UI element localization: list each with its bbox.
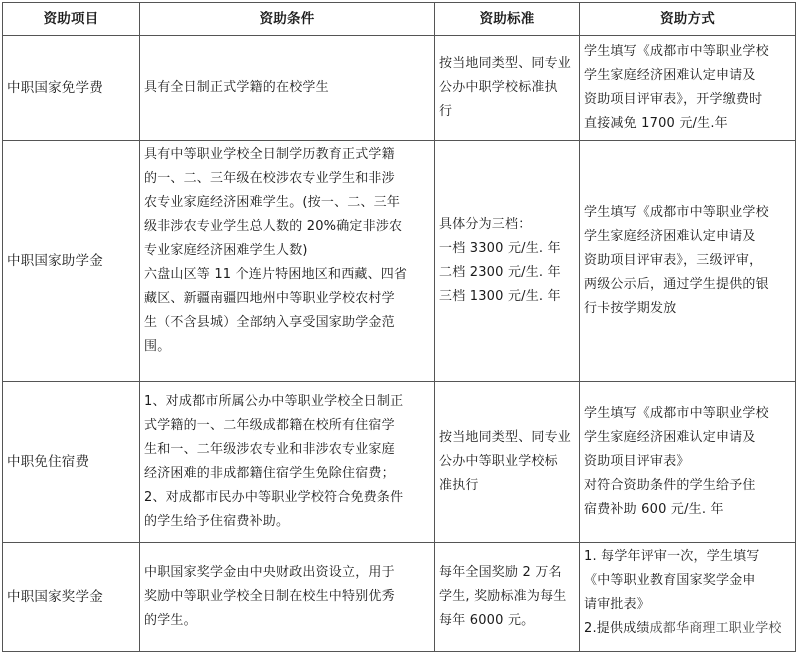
text-line: 学生, 奖励标准为每生 (439, 589, 567, 604)
text-line: 资助项目评审表》 (584, 454, 690, 469)
text-line: 学生填写《成都市中等职业学校 (584, 44, 769, 59)
table-row (3, 543, 796, 652)
project-name: 中职国家奖学金 (3, 543, 140, 652)
text-line: 行 (439, 104, 453, 119)
table-row (3, 141, 796, 382)
text-line: 《中等职业教育国家奖学金申 (584, 573, 756, 588)
funding-table (2, 2, 796, 652)
text-line: 宿费补助 600 元/生. 年 (584, 502, 724, 517)
table-row (3, 36, 796, 141)
method-cell (580, 382, 796, 543)
text-line: 学生填写《成都市中等职业学校 (584, 406, 769, 421)
text-line: 的学生。 (144, 613, 197, 628)
header-method: 资助方式 (580, 3, 796, 36)
text-line: 每年全国奖励 2 万名 (439, 565, 562, 580)
text-line: 资助项目评审表》，开学缴费时 (584, 92, 763, 107)
text-line: 准执行 (439, 478, 479, 493)
text-line: 2、对成都市民办中等职业学校符合免费条件 (144, 490, 404, 505)
text-fragment: 2.提供成绩 (584, 621, 650, 636)
condition-cell (140, 543, 435, 652)
text-line: 级非涉农专业学生总人数的 20%确定非涉农 (144, 219, 403, 234)
condition-cell (140, 141, 435, 382)
text-line: 1、对成都市所属公办中等职业学校全日制正 (144, 394, 404, 409)
text-line: 生（不含县城）全部纳入享受国家助学金范 (144, 315, 395, 330)
text-line: 对符合资助条件的学生给予住 (584, 478, 756, 493)
text-line: 藏区、新疆南疆四地州中等职业学校农村学 (144, 291, 395, 306)
condition-cell (140, 36, 435, 141)
text-line: 学生填写《成都市中等职业学校 (584, 205, 769, 220)
text-line: 的一、二、三年级在校涉农专业学生和非涉 (144, 171, 395, 186)
standard-cell (435, 141, 580, 382)
text-line: 奖励中等职业学校全日制在校生中特别优秀 (144, 589, 395, 604)
condition-cell (140, 382, 435, 543)
method-cell (580, 543, 796, 652)
header-row (3, 3, 796, 36)
text-line: 六盘山区等 11 个连片特困地区和西藏、四省 (144, 267, 408, 282)
text-line: 直接减免 1700 元/生.年 (584, 116, 728, 131)
header-condition: 资助条件 (140, 3, 435, 36)
text-line: 按当地同类型、同专业 (439, 430, 572, 445)
table-row (3, 382, 796, 543)
text-line: 学生家庭经济困难认定申请及 (584, 229, 756, 244)
method-cell (580, 36, 796, 141)
project-name: 中职免住宿费 (3, 382, 140, 543)
text-line (584, 617, 791, 641)
text-line: 具体分为三档： (439, 217, 532, 232)
standard-cell (435, 543, 580, 652)
text-line: 1. 每学年评审一次，学生填写 (584, 549, 760, 564)
text-line: 式学籍的一、二年级成都籍在校所有住宿学 (144, 418, 395, 433)
text-line: 专业家庭经济困难学生人数) (144, 243, 308, 258)
text-line: 的学生给予住宿费补助。 (144, 514, 290, 529)
text-line: 按当地同类型、同专业 (439, 56, 572, 71)
text-line: 请审批表》 (584, 597, 651, 612)
standard-cell (435, 36, 580, 141)
text-line: 每年 6000 元。 (439, 613, 535, 628)
text-line: 资助项目评审表》，三级评审， (584, 253, 763, 268)
text-line: 中职国家奖学金由中央财政出资设立，用于 (144, 565, 395, 580)
text-line: 三档 1300 元/生. 年 (439, 289, 561, 304)
text-line: 围。 (144, 339, 171, 354)
text-line: 生和一、二年级涉农专业和非涉农专业家庭 (144, 442, 395, 457)
project-name: 中职国家助学金 (3, 141, 140, 382)
text-line: 两级公示后，通过学生提供的银 (584, 277, 769, 292)
text-line: 学生家庭经济困难认定申请及 (584, 68, 756, 83)
watermark: 成都华商理工职业学校 (649, 621, 782, 636)
text-line: 一档 3300 元/生. 年 (439, 241, 561, 256)
text-line: 农专业家庭经济困难学生。(按一、二、三年 (144, 195, 401, 210)
text-line: 经济困难的非成都籍住宿学生免除住宿费； (144, 466, 395, 481)
text-line: 公办中职学校标准执 (439, 80, 558, 95)
text-line: 公办中等职业学校标 (439, 454, 558, 469)
text-line: 具有全日制正式学籍的在校学生 (144, 80, 329, 95)
text-line: 二档 2300 元/生. 年 (439, 265, 561, 280)
header-project: 资助项目 (3, 3, 140, 36)
text-line: 具有中等职业学校全日制学历教育正式学籍 (144, 147, 395, 162)
standard-cell (435, 382, 580, 543)
header-standard: 资助标准 (435, 3, 580, 36)
project-name: 中职国家免学费 (3, 36, 140, 141)
text-line: 行卡按学期发放 (584, 301, 677, 316)
text-line: 学生家庭经济困难认定申请及 (584, 430, 756, 445)
method-cell (580, 141, 796, 382)
